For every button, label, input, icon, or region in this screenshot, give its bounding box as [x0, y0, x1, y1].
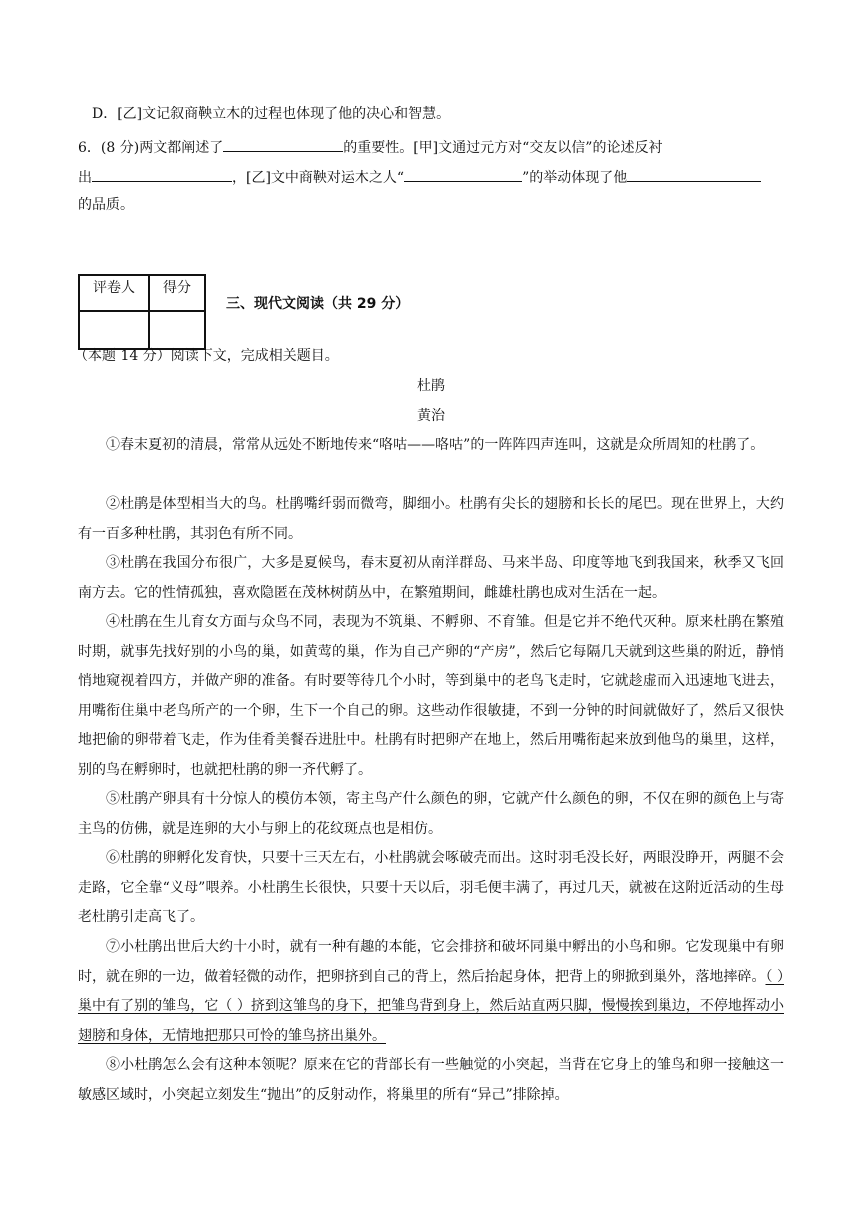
paragraph-7-text: ⑦小杜鹃出世后大约十小时，就有一种有趣的本能，它会排挤和破坏同巢中孵出的小鸟和卵。它发现巢中有卵时，就在卵的一边，做着轻微的动作，把卵挤到自己的背上，然后抬起身体，把背上的卵掀到巢外，落地摔碎。: [78, 939, 784, 985]
q6-blank-4[interactable]: [627, 166, 761, 182]
paragraph-2: ②杜鹃是体型相当大的鸟。杜鹃嘴纤弱而微弯，脚细小。杜鹃有尖长的翅膀和长长的尾巴。现在世界上，大约有一百多种杜鹃，其羽色有所不同。: [78, 496, 784, 542]
q6-stem-yi: ，[乙]文中商鞅对运木之人“: [232, 170, 405, 186]
q6-blank-2[interactable]: [92, 166, 232, 182]
paragraph-5: ⑤杜鹃产卵具有十分惊人的模仿本领，寄主鸟产什么颜色的卵，它就产什么颜色的卵，不仅在卵的颜色上与寄主鸟的仿佛，就是连卵的大小与卵上的花纹斑点也是相仿。: [78, 791, 784, 837]
paragraph-7: [78, 933, 784, 1051]
score-table-score-cell[interactable]: [149, 311, 205, 349]
section-intro: （本题 14 分）阅读下文，完成相关题目。: [74, 348, 339, 364]
paragraph-3: ③杜鹃在我国分布很广，大多是夏候鸟，春末夏初从南洋群岛、马来半岛、印度等地飞到我国来，秋季又飞回南方去。它的性情孤独，喜欢隐匿在茂林树荫丛中，在繁殖期间，雌雄杜鹃也成对生活在一起。: [78, 555, 784, 601]
q6-line-3: 的品质。: [78, 197, 134, 213]
q6-stem-action: ”的举动体现了他: [522, 170, 628, 186]
section-title: 三、现代文阅读（共 29 分）: [226, 296, 410, 312]
paragraph-6: ⑥杜鹃的卵孵化发育快，只要十三天左右，小杜鹃就会啄破壳而出。这时羽毛没长好，两眼没睁开，两腿不会走路，它全靠“义母”喂养。小杜鹃生长很快，只要十天以后，羽毛便丰满了，再过几天，就被在这附近活动的生母老杜鹃引走高飞了。: [78, 850, 784, 925]
paragraph-4: ④杜鹃在生儿育女方面与众鸟不同，表现为不筑巢、不孵卵、不育雏。但是它并不绝代灭种。原来杜鹃在繁殖时期，就事先找好别的小鸟的巢，如黄莺的巢，作为自己产卵的“产房”，然后它每隔几天就到这些巢的附近，静悄悄地窥视着四方，并做产卵的准备。有时要等待几个小时，等到巢中的老鸟飞走时，它就趁虚而入迅速地飞进去，用嘴衔住巢中老鸟所产的一个卵，生下一个自己的卵。这些动作很敏捷，不到一分钟的时间就做好了，然后又很快地把偷的卵带着飞走，作为佳肴美餐吞进肚中。杜鹃有时把卵产在地上，然后用嘴衔起来放到他鸟的巢里，这样，别的鸟在孵卵时，也就把杜鹃的卵一齐代孵了。: [78, 614, 784, 778]
score-table-reviewer-cell[interactable]: [79, 311, 149, 349]
article-title: 杜鹃: [417, 378, 445, 394]
paragraph-7-underlined: （ ）巢中有了别的雏鸟，它（ ）挤到这雏鸟的身下，把雏鸟背到身上，然后站直两只脚，慢慢挨到巢边，不停地挥动小翅膀和身体，无情地把那只可怜的雏鸟挤出巢外。: [78, 968, 784, 1044]
paragraph-1: ①春末夏初的清晨，常常从远处不断地传来“咯咕——咯咕”的一阵阵四声连叫，这就是众所周知的杜鹃了。: [106, 437, 765, 453]
score-table-header-score: 得分: [149, 275, 205, 311]
q5-option-d: D．[乙]文记叙商鞅立木的过程也体现了他的决心和智慧。: [92, 106, 451, 122]
q6-stem-mid: 的重要性。[甲]文通过元方对“交友以信”的论述反衬: [343, 140, 663, 156]
paragraph-8: ⑧小杜鹃怎么会有这种本领呢？原来在它的背部长有一些触觉的小突起，当背在它身上的雏鸟和卵一接触这一敏感区域时，小突起立刻发生“抛出”的反射动作，将巢里的所有“异己”排除掉。: [78, 1057, 784, 1103]
article-author: 黄治: [417, 408, 445, 424]
score-table-header-reviewer: 评卷人: [79, 275, 149, 311]
q6-stem-start: 6．(8 分)两文都阐述了: [78, 140, 224, 156]
q6-blank-1[interactable]: [223, 136, 343, 152]
q6-stem-out: 出: [78, 170, 92, 186]
q6-line-1: [78, 136, 784, 158]
score-table: [78, 274, 206, 350]
q6-line-2: [78, 166, 784, 188]
q6-blank-3[interactable]: [404, 166, 522, 182]
